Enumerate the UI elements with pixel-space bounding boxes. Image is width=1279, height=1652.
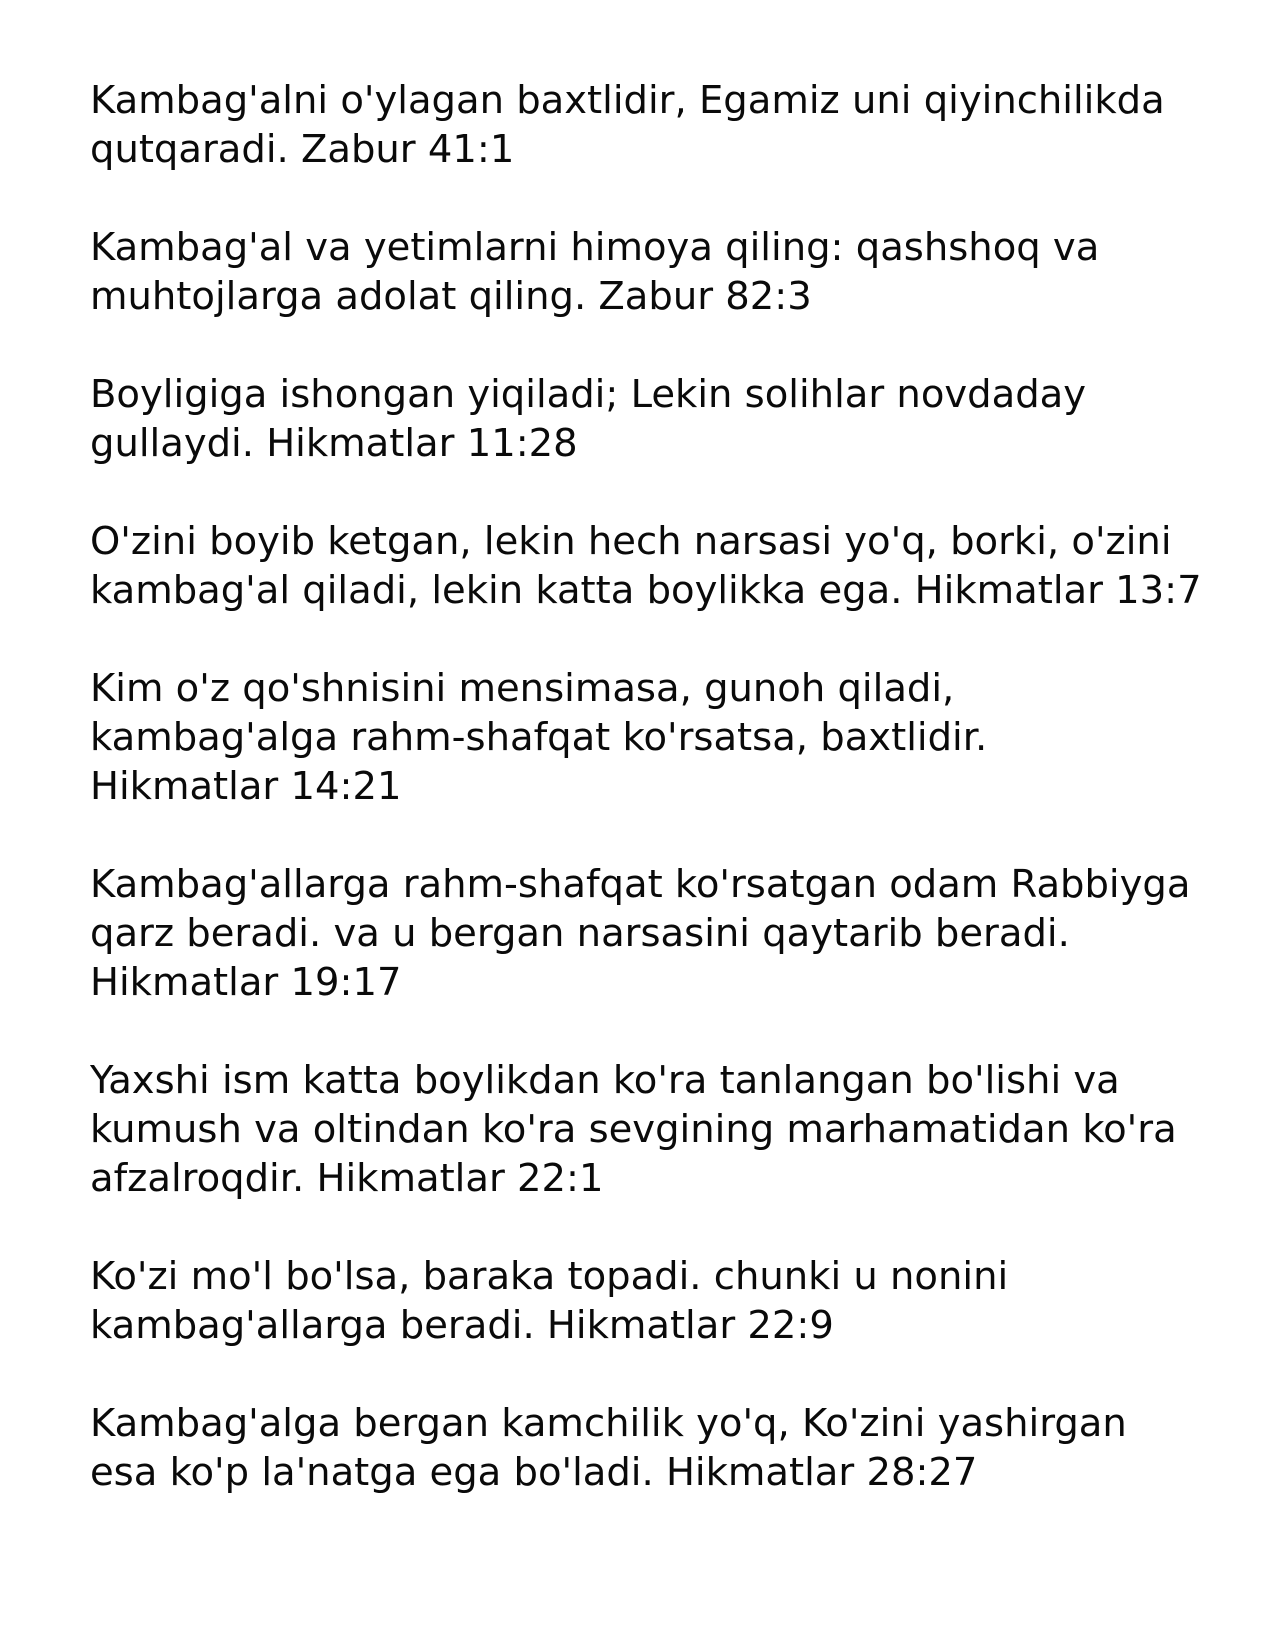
verse-line: kumush va oltindan ko'ra sevgining marhamatidan ko'ra — [90, 1107, 1177, 1152]
verse-paragraph — [90, 223, 1240, 321]
verse-line: Kambag'al va yetimlarni himoya qiling: qashshoq va — [90, 225, 1100, 270]
verse-line: Yaxshi ism katta boylikdan ko'ra tanlangan bo'lishi va — [90, 1058, 1120, 1103]
verse-line: qarz beradi. va u bergan narsasini qaytarib beradi. — [90, 911, 1070, 956]
verse-line: esa ko'p la'natga ega bo'ladi. Hikmatlar 28:27 — [90, 1450, 978, 1495]
verse-line: Kambag'allarga rahm-shafqat ko'rsatgan odam Rabbiyga — [90, 862, 1191, 907]
verse-paragraph — [90, 1399, 1240, 1497]
verse-line: Hikmatlar 14:21 — [90, 764, 402, 809]
verse-line: kambag'al qiladi, lekin katta boylikka ega. Hikmatlar 13:7 — [90, 568, 1202, 613]
verse-line: Hikmatlar 19:17 — [90, 960, 402, 1005]
verse-line: Kambag'alni o'ylagan baxtlidir, Egamiz uni qiyinchilikda — [90, 78, 1165, 123]
verse-paragraph — [90, 664, 1240, 811]
verse-line: kambag'alga rahm-shafqat ko'rsatsa, baxtlidir. — [90, 715, 988, 760]
verse-line: Kambag'alga bergan kamchilik yo'q, Ko'zini yashirgan — [90, 1401, 1127, 1446]
verse-line: Boyligiga ishongan yiqiladi; Lekin solihlar novdaday — [90, 372, 1087, 417]
document-page — [90, 76, 1240, 1546]
verse-line: kambag'allarga beradi. Hikmatlar 22:9 — [90, 1303, 834, 1348]
verse-line: Kim o'z qo'shnisini mensimasa, gunoh qiladi, — [90, 666, 955, 711]
verse-line: muhtojlarga adolat qiling. Zabur 82:3 — [90, 274, 812, 319]
verse-paragraph — [90, 370, 1240, 468]
verse-paragraph — [90, 1252, 1240, 1350]
verse-line: gullaydi. Hikmatlar 11:28 — [90, 421, 578, 466]
verse-paragraph — [90, 517, 1240, 615]
verse-paragraph — [90, 76, 1240, 174]
verse-line: Ko'zi mo'l bo'lsa, baraka topadi. chunki u nonini — [90, 1254, 1009, 1299]
verse-line: afzalroqdir. Hikmatlar 22:1 — [90, 1156, 604, 1201]
verse-paragraph — [90, 860, 1240, 1007]
verse-paragraph — [90, 1056, 1240, 1203]
verse-line: qutqaradi. Zabur 41:1 — [90, 127, 515, 172]
verse-line: O'zini boyib ketgan, lekin hech narsasi yo'q, borki, o'zini — [90, 519, 1172, 564]
